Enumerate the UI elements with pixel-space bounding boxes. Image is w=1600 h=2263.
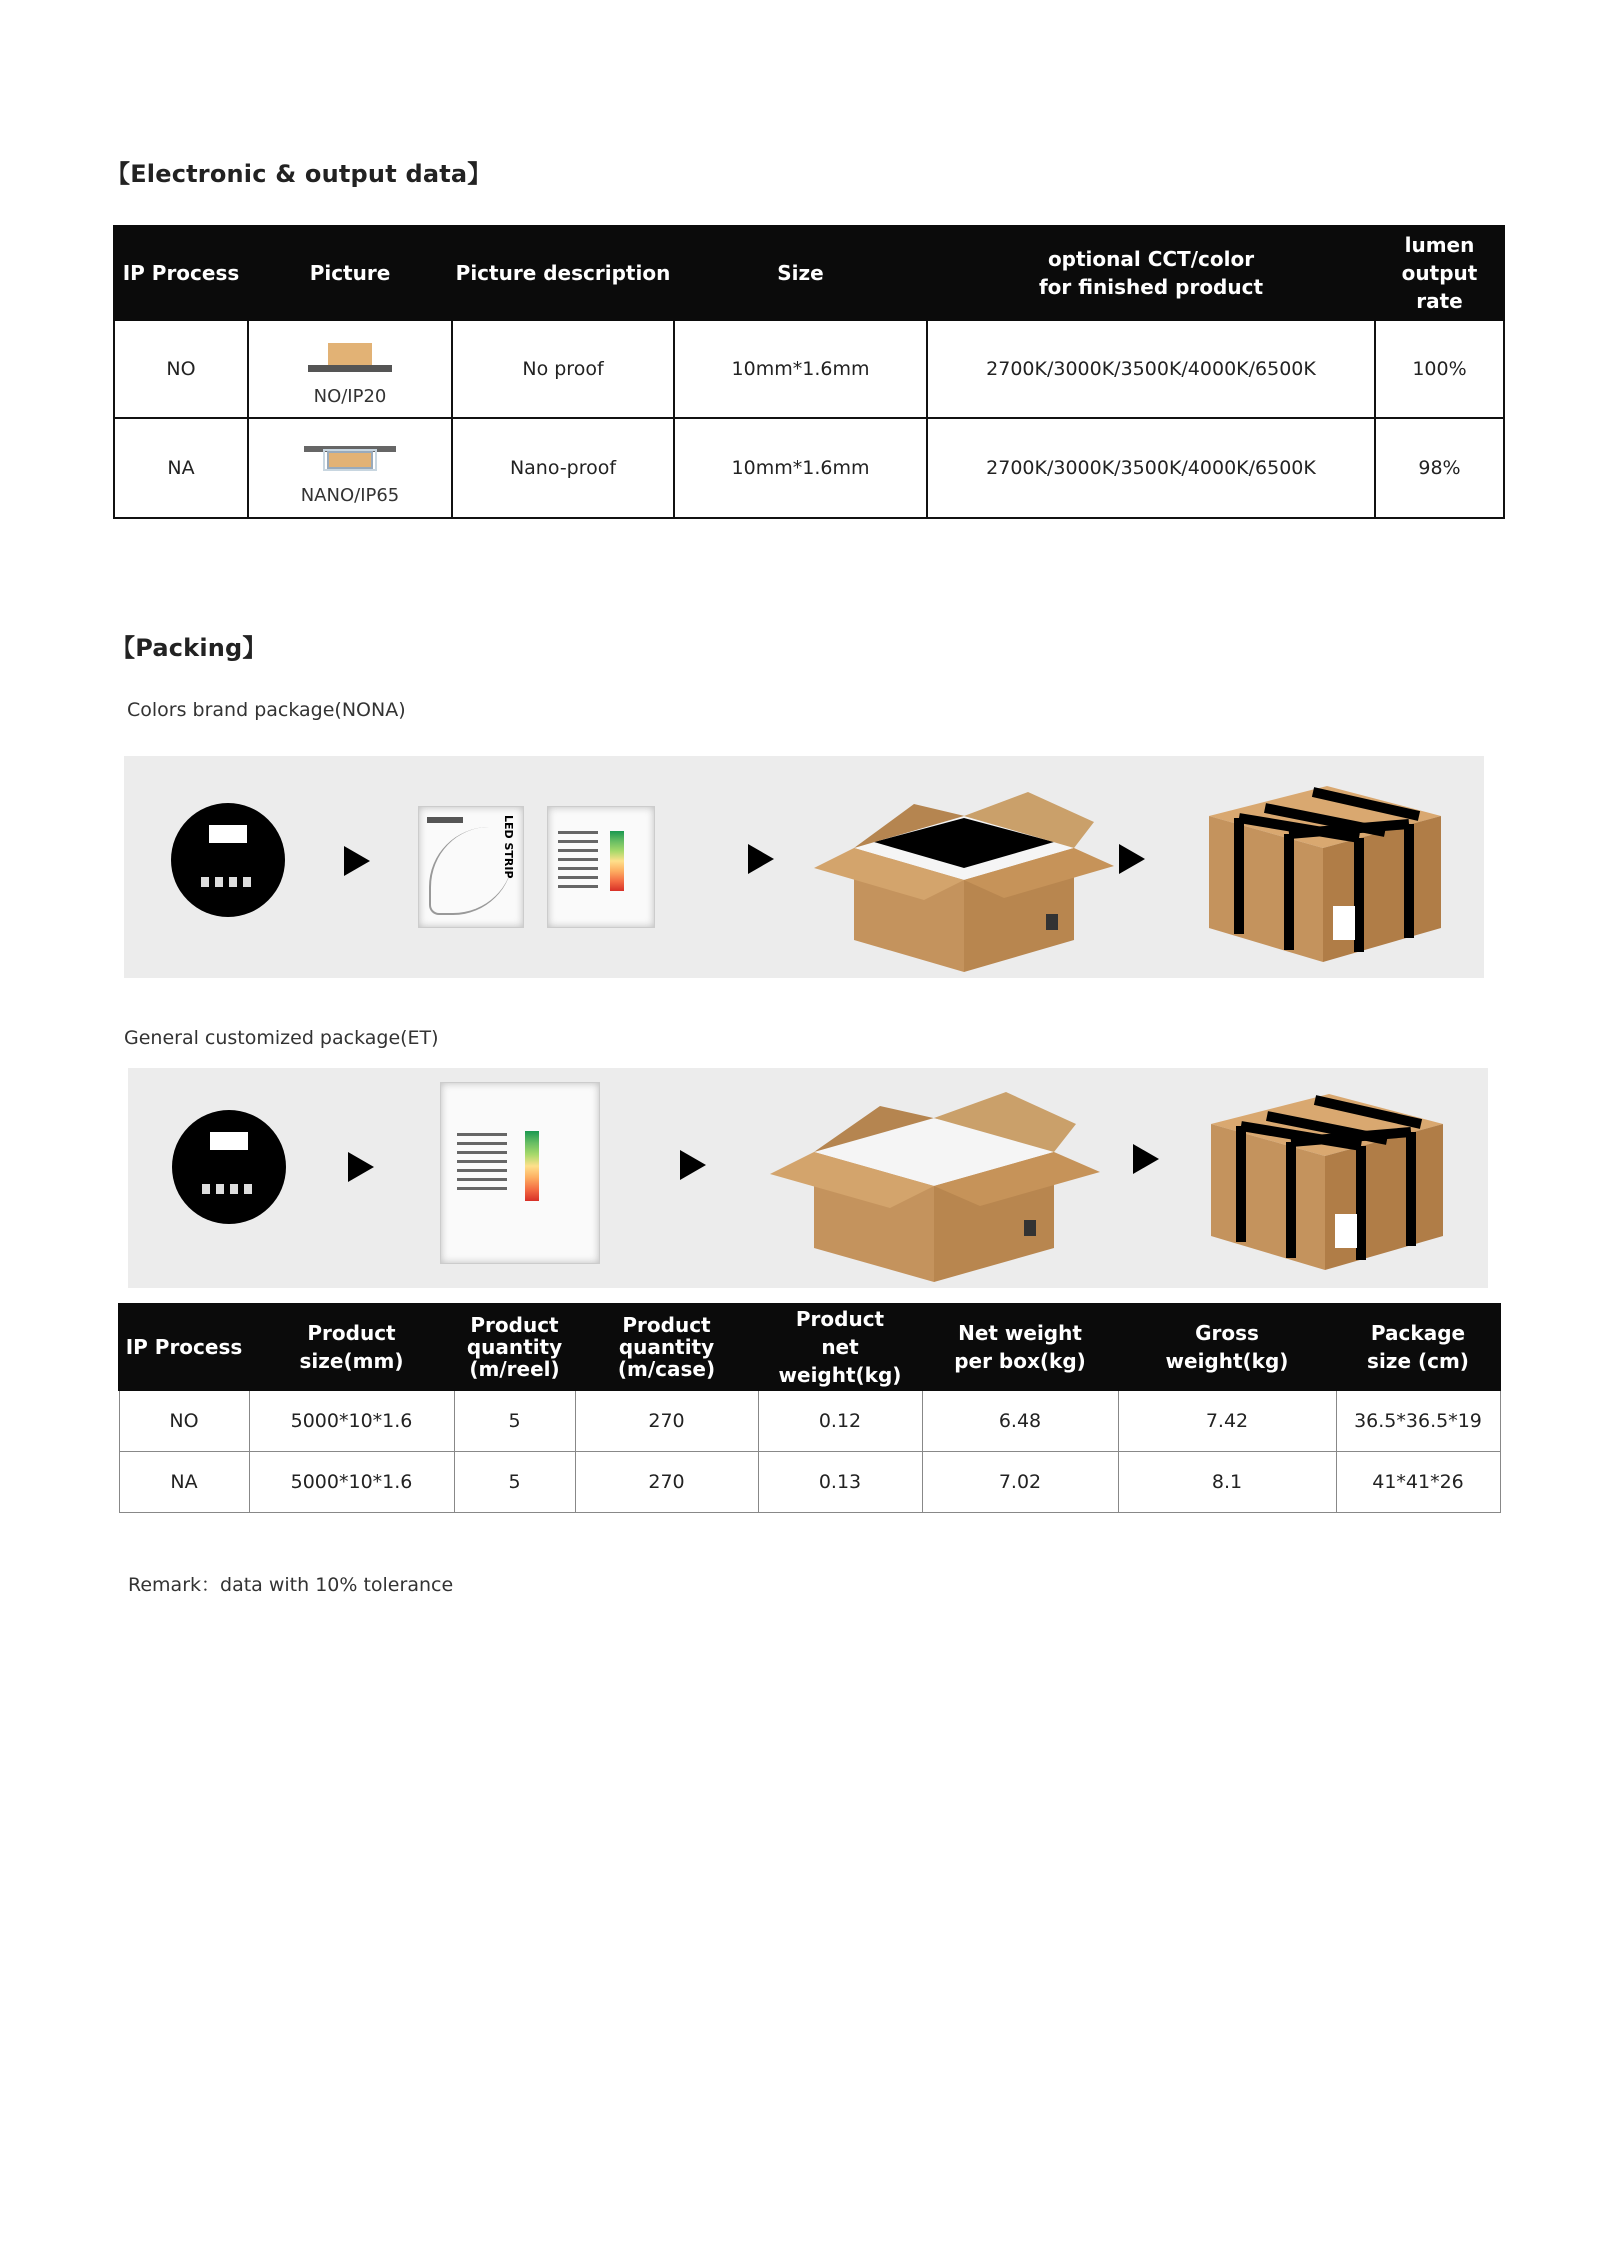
header-net-weight-box: Net weight per box(kg) (922, 1304, 1118, 1390)
arrow-right-icon (344, 846, 370, 876)
arrow-right-icon (680, 1150, 706, 1180)
picture-label: NANO/IP65 (300, 485, 400, 506)
general-package-illustration (128, 1068, 1488, 1288)
picture-label: NO/IP20 (313, 386, 387, 407)
sealed-carton-icon (1209, 768, 1441, 968)
header-qty-case: Product quantity (m/case) (575, 1304, 758, 1390)
cell-picture (248, 320, 452, 418)
colors-package-illustration (124, 756, 1484, 978)
header-package-size: Package size (cm) (1336, 1304, 1500, 1390)
general-package-title: General customized package(ET) (124, 1027, 439, 1049)
nano-ip65-strip-image (290, 432, 410, 504)
cell-cct: 2700K/3000K/3500K/4000K/6500K (927, 418, 1375, 518)
cell-package: 41*41*26 (1336, 1452, 1500, 1513)
cell-qty-case: 270 (575, 1390, 758, 1452)
reel-disc-icon (171, 803, 285, 917)
cell-lumen: 100% (1375, 320, 1504, 418)
cell-description: Nano-proof (452, 418, 674, 518)
header-size: Size (674, 226, 927, 320)
cell-ip: NA (119, 1452, 249, 1513)
header-net-weight: Product net weight(kg) (758, 1304, 922, 1390)
table-row (114, 320, 1504, 418)
header-cct: optional CCT/color for finished product (927, 226, 1375, 320)
cell-size: 5000*10*1.6 (249, 1452, 454, 1513)
cell-lumen: 98% (1375, 418, 1504, 518)
header-ip-process: IP Process (114, 226, 248, 320)
sealed-carton-icon (1211, 1076, 1443, 1276)
electronic-heading: 【Electronic & output data】 (106, 160, 492, 188)
header-picture-description: Picture description (452, 226, 674, 320)
table-row (119, 1452, 1500, 1513)
cell-qty-case: 270 (575, 1452, 758, 1513)
colors-package-title: Colors brand package(NONA) (127, 699, 406, 721)
led-strip-bag-back-image (547, 806, 655, 928)
table-header-row (114, 226, 1504, 320)
packing-heading: 【Packing】 (111, 634, 267, 662)
cell-package: 36.5*36.5*19 (1336, 1390, 1500, 1452)
arrow-right-icon (748, 844, 774, 874)
header-ip-process: IP Process (119, 1304, 249, 1390)
table-header-row (119, 1304, 1500, 1390)
generic-bag-image (440, 1082, 600, 1264)
cell-size: 10mm*1.6mm (674, 418, 927, 518)
bag-vertical-text: LED STRIP (502, 815, 515, 879)
header-qty-reel: Product quantity (m/reel) (454, 1304, 575, 1390)
led-strip-bag-front-image (418, 806, 524, 928)
arrow-right-icon (1119, 844, 1145, 874)
open-carton-icon (770, 1076, 1100, 1286)
reel-disc-icon (172, 1110, 286, 1224)
header-gross-weight: Gross weight(kg) (1118, 1304, 1336, 1390)
remark-text: Remark：data with 10% tolerance (128, 1574, 454, 1596)
cell-net-box: 6.48 (922, 1390, 1118, 1452)
cell-ip: NA (114, 418, 248, 518)
cell-size: 5000*10*1.6 (249, 1390, 454, 1452)
packing-table (118, 1303, 1501, 1513)
cell-cct: 2700K/3000K/3500K/4000K/6500K (927, 320, 1375, 418)
open-carton-icon (814, 776, 1114, 976)
cell-net-weight: 0.13 (758, 1452, 922, 1513)
cell-size: 10mm*1.6mm (674, 320, 927, 418)
cell-gross: 8.1 (1118, 1452, 1336, 1513)
cell-ip: NO (119, 1390, 249, 1452)
table-row (114, 418, 1504, 518)
cell-gross: 7.42 (1118, 1390, 1336, 1452)
cell-net-box: 7.02 (922, 1452, 1118, 1513)
cell-description: No proof (452, 320, 674, 418)
cell-picture (248, 418, 452, 518)
cell-qty-reel: 5 (454, 1390, 575, 1452)
cell-net-weight: 0.12 (758, 1390, 922, 1452)
cell-ip: NO (114, 320, 248, 418)
cell-qty-reel: 5 (454, 1452, 575, 1513)
no-ip20-strip-image (290, 333, 410, 405)
header-picture: Picture (248, 226, 452, 320)
header-product-size: Product size(mm) (249, 1304, 454, 1390)
arrow-right-icon (1133, 1144, 1159, 1174)
table-row (119, 1390, 1500, 1452)
arrow-right-icon (348, 1152, 374, 1182)
header-lumen: lumen output rate (1375, 226, 1504, 320)
electronic-output-table (113, 225, 1505, 519)
